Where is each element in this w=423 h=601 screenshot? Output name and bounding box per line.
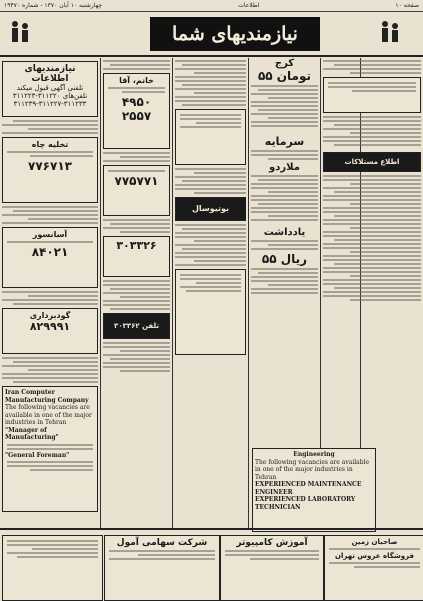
contact-box-title: نیازمندیهای اطلاعات <box>24 64 76 84</box>
ad-phone-box <box>103 165 170 216</box>
paper-name: اطلاعات <box>238 2 260 9</box>
page-header <box>0 0 423 12</box>
ad-title: یادداشت <box>263 227 306 238</box>
english-vacancy-ad <box>252 448 376 532</box>
ad-amol <box>104 535 220 601</box>
ad-line: The following vacancies are available in one of the major industries in Tehran <box>5 404 92 426</box>
ad-phone: ۳۰۳۳۲۶ <box>116 239 157 252</box>
page-label: صفحه ۱۰ <box>395 2 419 9</box>
ad-number: ۲۵۵۷ <box>121 109 152 123</box>
ad-dark-strip: تلفن ۳۰۳۳۶۲ <box>103 313 170 339</box>
ad-elevator <box>2 227 98 288</box>
english-job-ad <box>2 386 98 512</box>
figures-left-icon <box>8 19 32 51</box>
ad-title: تخلیه چاه <box>31 140 69 149</box>
ad-phone: ۸۲۹۹۹۱ <box>29 320 71 333</box>
date-line: چهارشنبه ۱۰ آبان ۱۳۷۰ - شماره ۱۹۴۷۰ <box>4 2 103 9</box>
column-left <box>0 58 100 528</box>
ad-title: ملاردو <box>269 162 300 173</box>
ad-title: آموزش کامپیوتر <box>236 538 308 548</box>
ad-requirement: "Manager of Manufacturing" <box>5 426 59 441</box>
ad-phone: ۸۴۰۲۱ <box>31 245 69 259</box>
ad-phone: ۷۷۶۷۱۳ <box>28 159 72 173</box>
bottom-ads-strip <box>0 528 423 601</box>
ad-position: EXPERIENCED MAINTENANCE ENGINEER <box>255 481 362 496</box>
ad-line: The following vacancies are available in one of the major industries in Tehran <box>255 458 370 481</box>
ad-box <box>2 535 103 601</box>
banner-title: نیازمندیهای شما <box>150 17 320 51</box>
classifieds-banner <box>0 13 423 57</box>
column-middle <box>173 58 248 528</box>
ad-dark-title: اطلاع مستلاکات <box>323 152 421 172</box>
ad-number: ۴۹۵۰ <box>121 95 152 109</box>
ad-dark-title: بوتیوسال <box>175 197 246 221</box>
ad-box <box>323 77 421 113</box>
ad-number: ۵۵ تومان <box>257 69 312 83</box>
column-mid-left <box>101 58 172 528</box>
ad-title: سرمایه <box>264 135 305 148</box>
contact-box-phones1: تلفن‌های ۳۱۱۲۲۰-۳۱۱۲۲۳ <box>12 92 88 100</box>
ad-title: گودبرداری <box>29 311 71 320</box>
ad-phone: ۷۷۵۷۷۱ <box>114 174 159 188</box>
contact-box-line: تلفنی آگهی قبول میکند <box>16 84 84 92</box>
ad-title: آسانسور <box>32 230 68 239</box>
ad-excavation <box>2 308 98 354</box>
ad-position: EXPERIENCED LABORATORY TECHNICIAN <box>255 496 356 511</box>
ad-title: شرکت سهامی آمول <box>116 538 208 548</box>
ad-title: صاحبان زمین <box>351 538 398 546</box>
ad-title: Engineering <box>293 451 335 458</box>
ad-box <box>175 109 246 165</box>
contact-box-phones2: ۳۱۱۲۳۹-۳۱۱۲۲۷-۳۱۱۲۳۳ <box>13 100 87 108</box>
ad-requirement: "General Foreman" <box>5 451 70 459</box>
ad-company: Iran Computer Manufacturing Company <box>5 389 89 404</box>
ad-phone-box <box>103 236 170 277</box>
ad-title: کرج <box>274 58 295 69</box>
contact-box <box>2 61 98 117</box>
ad-tehran-shop <box>324 535 423 601</box>
ad-number: ۵۵ ریال <box>261 252 308 266</box>
ad-title: خانم، آقا <box>119 76 154 85</box>
ad-computer-training <box>220 535 324 601</box>
ad-well-drain <box>2 137 98 203</box>
ad-box <box>175 269 246 355</box>
ad-title: فروشگاه عروس تهران <box>334 552 414 560</box>
ad-sir-madam <box>103 73 170 149</box>
figures-right-icon <box>378 19 402 51</box>
